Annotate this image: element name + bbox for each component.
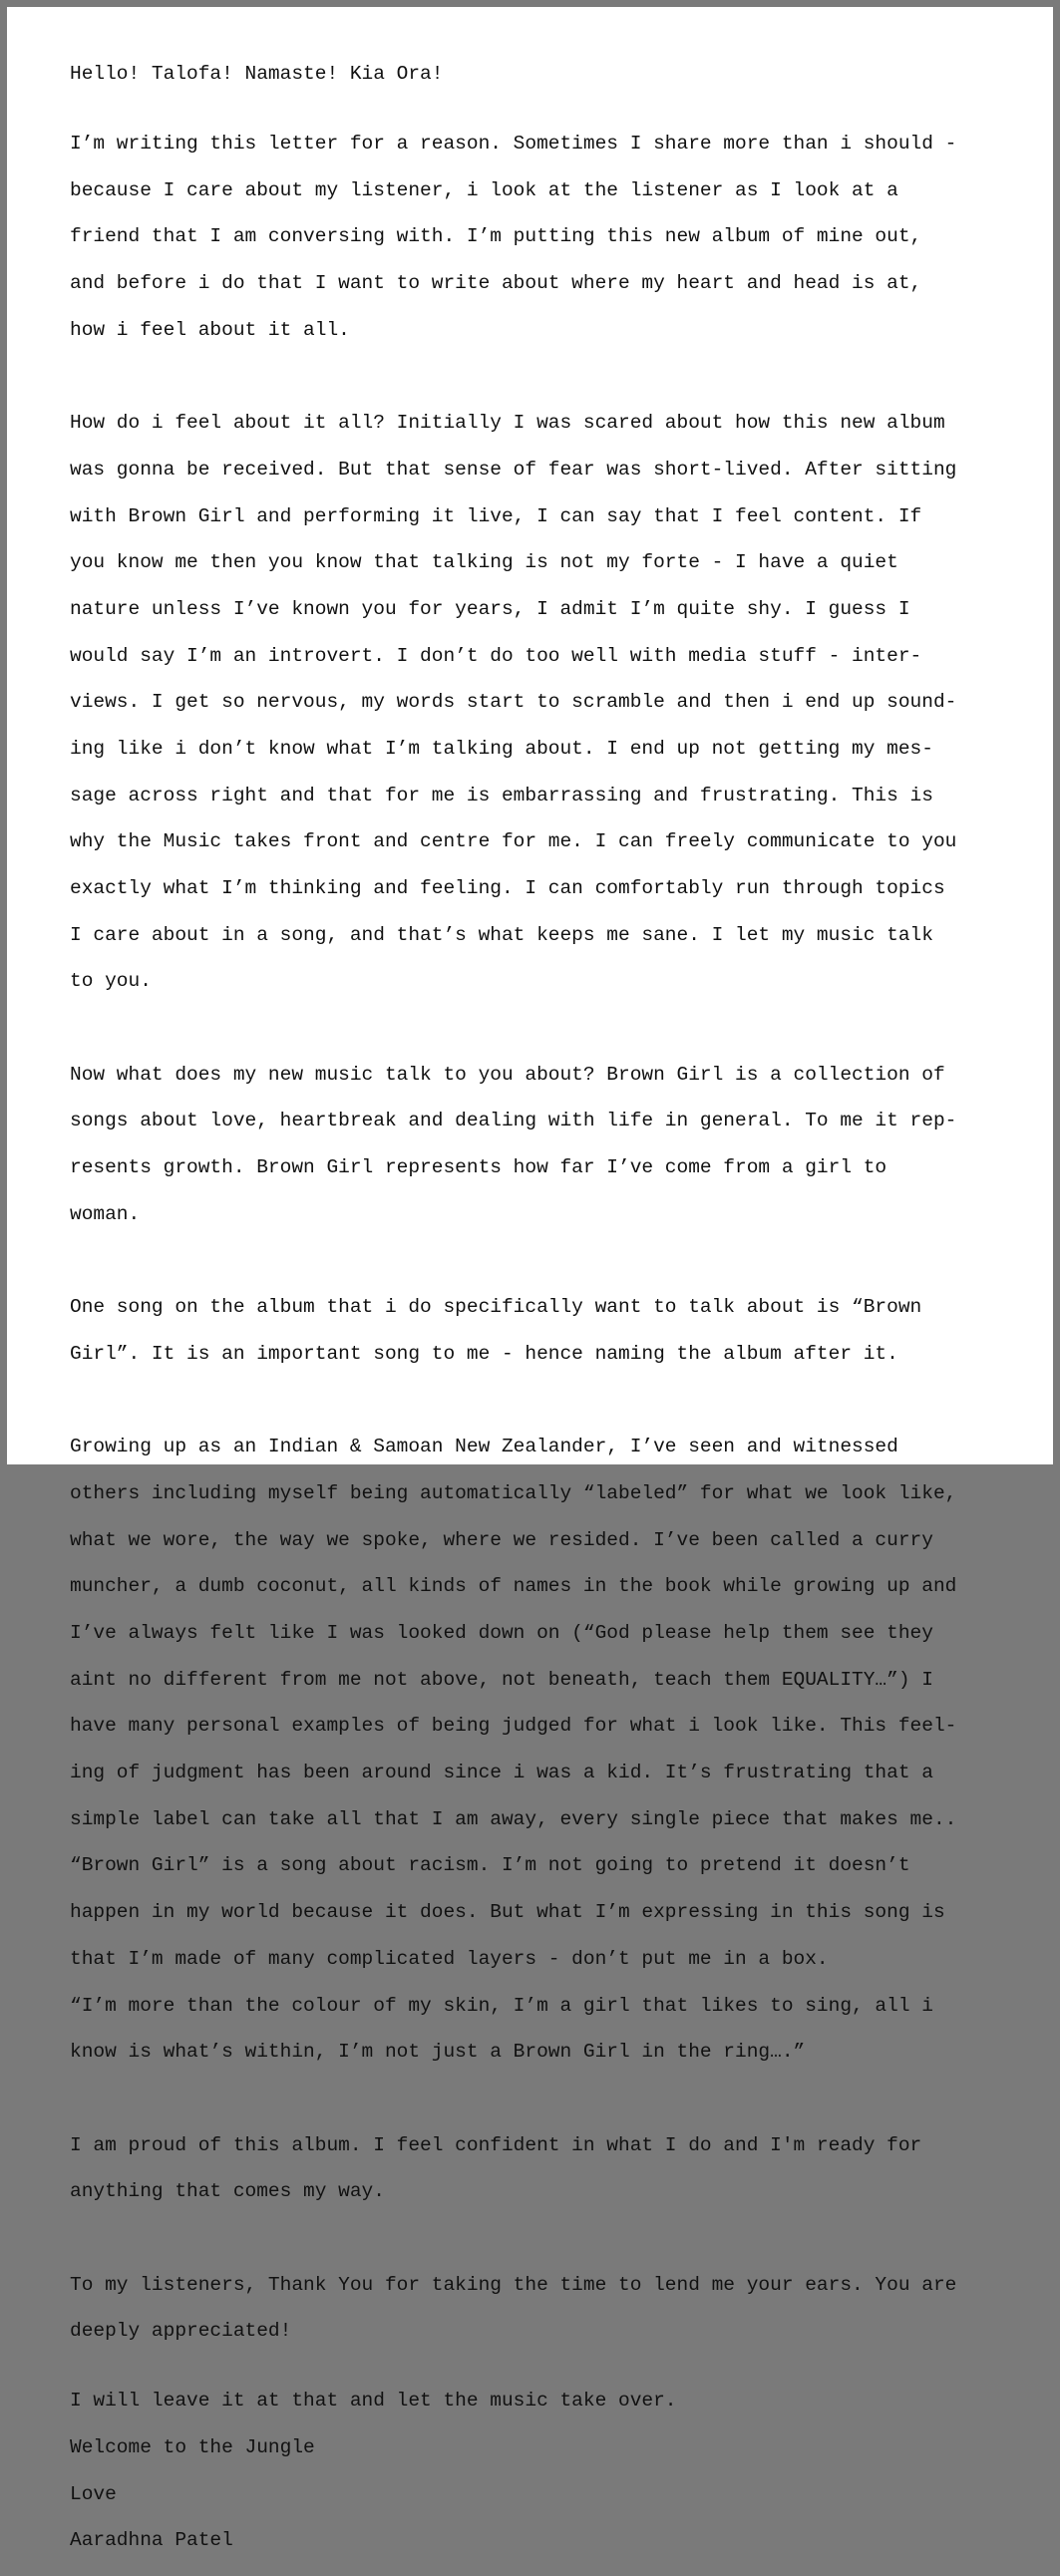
text-line: others including myself being automatically “labeled” for what we look like, — [70, 1481, 957, 1504]
greeting: Hello! Talofa! Namaste! Kia Ora! — [70, 63, 444, 85]
text-line: Growing up as an Indian & Samoan New Zealander, I’ve seen and witnessed — [70, 1436, 898, 1458]
text-line: exactly what I’m thinking and feeling. I can comfortably run through topics — [70, 877, 945, 900]
text-line: Now what does my new music talk to you about? Brown Girl is a collection of — [70, 1063, 945, 1086]
text-line: aint no different from me not above, not beneath, teach them EQUALITY…”) I — [70, 1668, 933, 1691]
letter-page — [7, 7, 1053, 2552]
paragraph-thanks — [70, 2250, 1007, 2367]
text-line: you know me then you know that talking is not my forte - I have a quiet — [70, 551, 898, 574]
text-line: would say I’m an introvert. I don’t do too well with media stuff - inter- — [70, 644, 922, 667]
signature: Aaradhna Patel — [70, 2529, 233, 2552]
paragraph-growing-up — [70, 1413, 1007, 2088]
paragraph-feelings — [70, 389, 1007, 1017]
text-line: what we wore, the way we spoke, where we resided. I’ve been called a curry — [70, 1528, 933, 1551]
signoff: Love — [70, 2482, 117, 2505]
text-line: and before i do that I want to write about where my heart and head is at, — [70, 272, 922, 295]
text-line: anything that comes my way. — [70, 2180, 385, 2203]
letter-body — [70, 63, 1007, 2576]
text-line: I care about in a song, and that’s what keeps me sane. I let my music talk — [70, 923, 933, 946]
text-line: with Brown Girl and performing it live, I can say that I feel content. If — [70, 504, 922, 527]
text-line: happen in my world because it does. But what I’m expressing in this song is — [70, 1901, 945, 1924]
paragraph-proud — [70, 2110, 1007, 2227]
text-line: Girl”. It is an important song to me - hence naming the album after it. — [70, 1342, 898, 1365]
text-line: I am proud of this album. I feel confident in what I do and I'm ready for — [70, 2133, 922, 2156]
text-line: “Brown Girl” is a song about racism. I’m not going to pretend it doesn’t — [70, 1854, 910, 1877]
text-line: sage across right and that for me is embarrassing and frustrating. This is — [70, 784, 933, 806]
text-line: nature unless I’ve known you for years, I admit I’m quite shy. I guess I — [70, 597, 910, 620]
text-line: have many personal examples of being judged for what i look like. This feel- — [70, 1715, 957, 1738]
text-line: resents growth. Brown Girl represents how far I’ve come from a girl to — [70, 1156, 887, 1179]
text-line: was gonna be received. But that sense of fear was short-lived. After sitting — [70, 458, 957, 481]
text-line: muncher, a dumb coconut, all kinds of names in the book while growing up and — [70, 1575, 957, 1598]
text-line: that I’m made of many complicated layers - don’t put me in a box. — [70, 1947, 829, 1970]
text-line: One song on the album that i do specifically want to talk about is “Brown — [70, 1296, 922, 1319]
text-line: “I’m more than the colour of my skin, I’m a girl that likes to sing, all i — [70, 1994, 933, 2017]
text-line: why the Music takes front and centre for me. I can freely communicate to you — [70, 830, 957, 853]
text-line: simple label can take all that I am away, every single piece that makes me.. — [70, 1807, 957, 1830]
text-line: to you. — [70, 970, 152, 993]
text-line: songs about love, heartbreak and dealing with life in general. To me it rep- — [70, 1110, 957, 1132]
text-line: ing like i don’t know what I’m talking about. I end up not getting my mes- — [70, 737, 933, 760]
text-line: know is what’s within, I’m not just a Brown Girl in the ring….” — [70, 2041, 806, 2064]
text-line: I’ve always felt like I was looked down on (“God please help them see they — [70, 1622, 933, 1645]
text-line: ing of judgment has been around since i was a kid. It’s frustrating that a — [70, 1762, 933, 1784]
text-line: friend that I am conversing with. I’m putting this new album of mine out, — [70, 225, 922, 248]
text-line: deeply appreciated! — [70, 2320, 292, 2343]
text-line: woman. — [70, 1202, 141, 1225]
paragraph-music-topics — [70, 1040, 1007, 1249]
text-line: To my listeners, Thank You for taking the time to lend me your ears. You are — [70, 2273, 957, 2296]
text-line: How do i feel about it all? Initially I was scared about how this new album — [70, 412, 945, 435]
tagline: Welcome to the Jungle — [70, 2436, 315, 2459]
text-line: because I care about my listener, i look at the listener as I look at a — [70, 178, 898, 201]
paragraph-title-song — [70, 1273, 1007, 1390]
text-line: I’m writing this letter for a reason. Sometimes I share more than i should - — [70, 133, 957, 156]
paragraph-intro — [70, 110, 1007, 366]
closing-line: I will leave it at that and let the music take over. — [70, 2390, 677, 2413]
text-line: how i feel about it all. — [70, 318, 350, 341]
text-line: views. I get so nervous, my words start to scramble and then i end up sound- — [70, 691, 957, 714]
